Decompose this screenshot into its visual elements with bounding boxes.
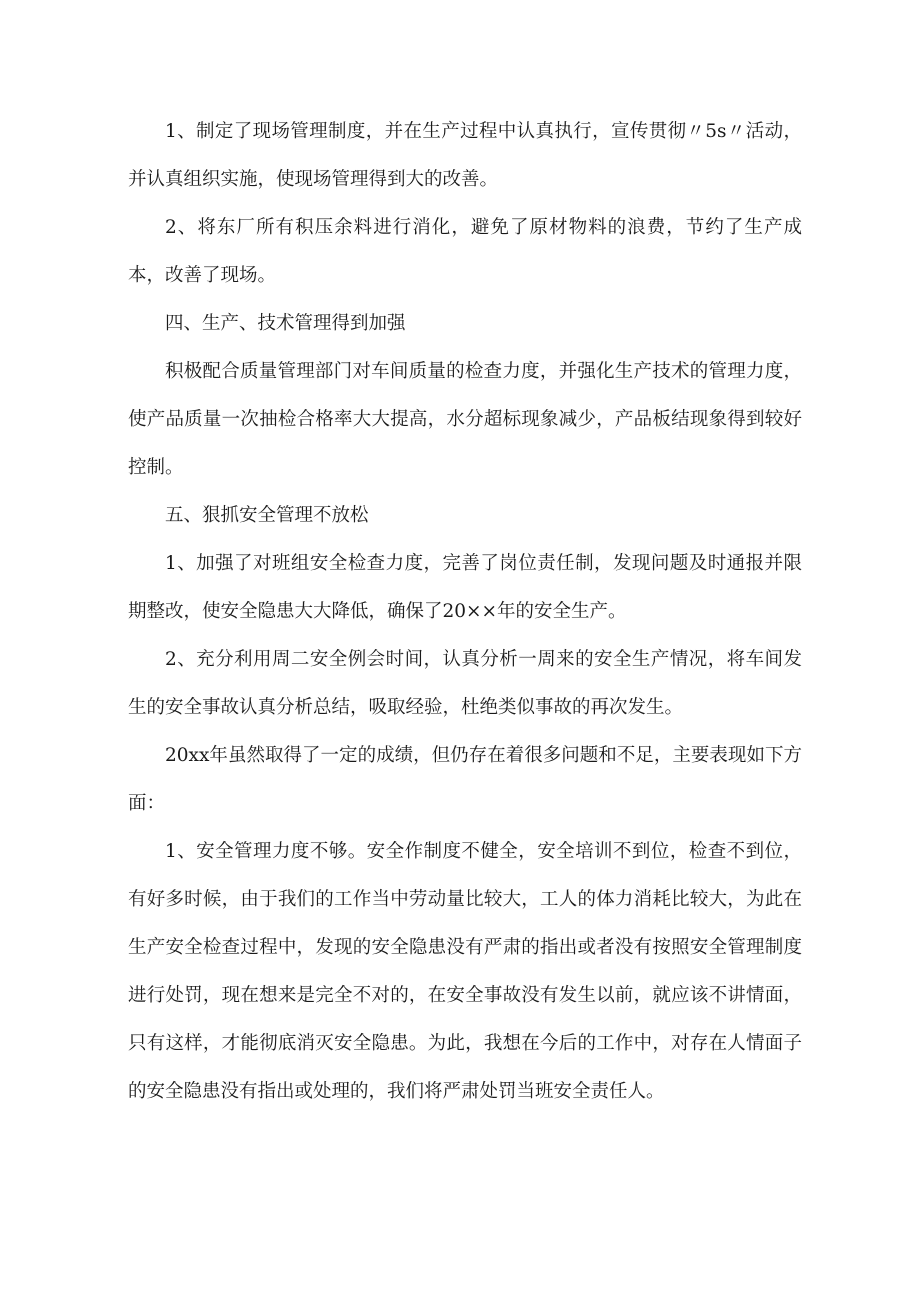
paragraph-surplus-materials: 2、将东厂所有积压余料进行消化，避免了原材物料的浪费，节约了生产成本，改善了现场。 (128, 217, 802, 286)
document-body (128, 108, 802, 1116)
paragraph-problems-intro: 20xx年虽然取得了一定的成绩，但仍存在着很多问题和不足，主要表现如下方面： (128, 745, 802, 814)
paragraph-safety-shortcomings: 1、安全管理力度不够。安全作制度不健全，安全培训不到位，检查不到位，有好多时候，由于我们的工作当中劳动量比较大，工人的体力消耗比较大，为此在生产安全检查过程中，发现的安全隐患没有严肃的指出或者没有按照安全管理制度进行处罚，现在想来是完全不对的，在安全事故没有发生以前，就应该不讲情面，只有这样，才能彻底消灭安全隐患。为此，我想在今后的工作中，对存在人情面子的安全隐患没有指出或处理的，我们将严肃处罚当班安全责任人。 (128, 841, 802, 1102)
section-heading-production-tech: 四、生产、技术管理得到加强 (165, 313, 406, 334)
paragraph-5s-activity: 1、制定了现场管理制度，并在生产过程中认真执行，宣传贯彻〃5s〃活动，并认真组织实施，使现场管理得到大的改善。 (128, 121, 802, 190)
paragraph-safety-meeting: 2、充分利用周二安全例会时间，认真分析一周来的安全生产情况，将车间发生的安全事故认真分析总结，吸取经验，杜绝类似事故的再次发生。 (128, 649, 802, 718)
paragraph-quality-control: 积极配合质量管理部门对车间质量的检查力度，并强化生产技术的管理力度，使产品质量一次抽检合格率大大提高，水分超标现象减少，产品板结现象得到较好控制。 (128, 361, 802, 478)
section-heading-safety: 五、狠抓安全管理不放松 (165, 505, 369, 526)
paragraph-safety-inspection: 1、加强了对班组安全检查力度，完善了岗位责任制，发现问题及时通报并限期整改，使安全隐患大大降低，确保了20××年的安全生产。 (128, 553, 802, 622)
